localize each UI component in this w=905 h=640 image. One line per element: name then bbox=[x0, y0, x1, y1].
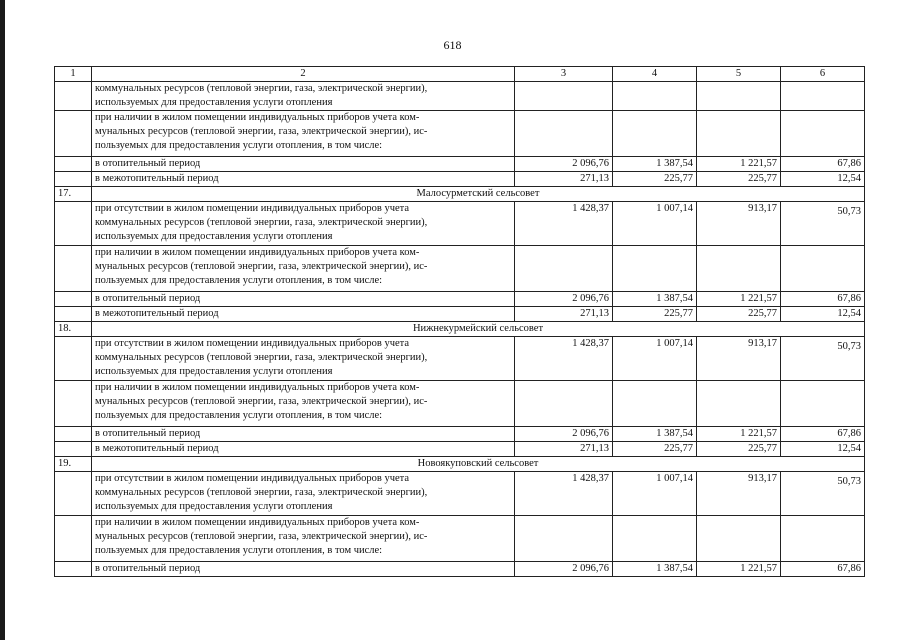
table-row bbox=[55, 442, 865, 457]
section-number: 17. bbox=[55, 187, 92, 202]
section-row bbox=[55, 457, 865, 472]
value-cell bbox=[697, 111, 781, 157]
description-cell: в отопительный период bbox=[92, 292, 515, 307]
section-number: 18. bbox=[55, 322, 92, 337]
value-cell: 1 428,37 bbox=[515, 202, 613, 246]
description-cell: в отопительный период bbox=[92, 427, 515, 442]
header-cell: 3 bbox=[515, 67, 613, 82]
description-cell: коммунальных ресурсов (тепловой энергии, газа, электрической энергии), используемых для предоставления услуги отопления bbox=[92, 82, 515, 111]
table-row bbox=[55, 472, 865, 516]
table-row bbox=[55, 427, 865, 442]
value-cell bbox=[781, 111, 865, 157]
index-cell bbox=[55, 337, 92, 381]
description-cell: в межотопительный период bbox=[92, 442, 515, 457]
value-cell: 67,86 bbox=[781, 427, 865, 442]
value-cell bbox=[515, 82, 613, 111]
value-cell: 225,77 bbox=[613, 307, 697, 322]
value-cell: 1 007,14 bbox=[613, 337, 697, 381]
value-cell: 913,17 bbox=[697, 472, 781, 516]
description-cell: в отопительный период bbox=[92, 562, 515, 577]
value-cell: 12,54 bbox=[781, 307, 865, 322]
table-row bbox=[55, 202, 865, 246]
table-row bbox=[55, 381, 865, 427]
index-cell bbox=[55, 157, 92, 172]
index-cell bbox=[55, 172, 92, 187]
index-cell bbox=[55, 111, 92, 157]
table-row bbox=[55, 157, 865, 172]
section-number: 19. bbox=[55, 457, 92, 472]
section-title: Нижнекурмейский сельсовет bbox=[92, 322, 865, 337]
value-cell: 1 387,54 bbox=[613, 292, 697, 307]
section-row bbox=[55, 322, 865, 337]
value-cell: 225,77 bbox=[613, 172, 697, 187]
table-row bbox=[55, 337, 865, 381]
header-cell: 6 bbox=[781, 67, 865, 82]
value-cell: 1 007,14 bbox=[613, 202, 697, 246]
value-cell: 2 096,76 bbox=[515, 292, 613, 307]
value-cell bbox=[697, 381, 781, 427]
value-cell: 1 387,54 bbox=[613, 157, 697, 172]
value-cell bbox=[781, 381, 865, 427]
value-cell bbox=[697, 246, 781, 292]
description-cell: при наличии в жилом помещении индивидуальных приборов учета ком- мунальных ресурсов (тепловой энергии, газа, электрической энергии), ис- пользуемых для предоставления услуги отопления, в том числе: bbox=[92, 516, 515, 562]
value-cell: 50,73 bbox=[781, 202, 865, 246]
value-cell: 2 096,76 bbox=[515, 562, 613, 577]
value-cell bbox=[697, 516, 781, 562]
table-row bbox=[55, 246, 865, 292]
value-cell: 1 221,57 bbox=[697, 562, 781, 577]
value-cell bbox=[613, 82, 697, 111]
index-cell bbox=[55, 292, 92, 307]
description-cell: в межотопительный период bbox=[92, 172, 515, 187]
value-cell: 67,86 bbox=[781, 157, 865, 172]
value-cell bbox=[515, 516, 613, 562]
value-cell bbox=[781, 246, 865, 292]
value-cell: 1 221,57 bbox=[697, 427, 781, 442]
value-cell: 225,77 bbox=[697, 307, 781, 322]
value-cell bbox=[613, 516, 697, 562]
value-cell bbox=[515, 246, 613, 292]
value-cell: 225,77 bbox=[613, 442, 697, 457]
value-cell bbox=[781, 82, 865, 111]
value-cell: 67,86 bbox=[781, 562, 865, 577]
description-cell: в отопительный период bbox=[92, 157, 515, 172]
value-cell: 2 096,76 bbox=[515, 427, 613, 442]
table-header-row bbox=[55, 67, 865, 82]
value-cell: 1 428,37 bbox=[515, 337, 613, 381]
value-cell: 50,73 bbox=[781, 337, 865, 381]
value-cell bbox=[515, 381, 613, 427]
index-cell bbox=[55, 381, 92, 427]
section-title: Малосурметский сельсовет bbox=[92, 187, 865, 202]
value-cell: 271,13 bbox=[515, 307, 613, 322]
value-cell: 913,17 bbox=[697, 337, 781, 381]
scan-edge-bar bbox=[0, 0, 5, 640]
value-cell: 67,86 bbox=[781, 292, 865, 307]
section-title: Новоякуповский сельсовет bbox=[92, 457, 865, 472]
value-cell bbox=[613, 381, 697, 427]
index-cell bbox=[55, 246, 92, 292]
section-row bbox=[55, 187, 865, 202]
value-cell bbox=[613, 111, 697, 157]
table-row bbox=[55, 307, 865, 322]
description-cell: в межотопительный период bbox=[92, 307, 515, 322]
table-row bbox=[55, 562, 865, 577]
value-cell: 1 428,37 bbox=[515, 472, 613, 516]
table-row bbox=[55, 82, 865, 111]
header-cell: 5 bbox=[697, 67, 781, 82]
value-cell: 1 007,14 bbox=[613, 472, 697, 516]
value-cell: 1 221,57 bbox=[697, 157, 781, 172]
index-cell bbox=[55, 307, 92, 322]
value-cell: 1 387,54 bbox=[613, 427, 697, 442]
value-cell: 2 096,76 bbox=[515, 157, 613, 172]
value-cell: 12,54 bbox=[781, 172, 865, 187]
value-cell: 225,77 bbox=[697, 442, 781, 457]
index-cell bbox=[55, 82, 92, 111]
page-number: 618 bbox=[443, 38, 462, 52]
description-cell: при наличии в жилом помещении индивидуальных приборов учета ком- мунальных ресурсов (тепловой энергии, газа, электрической энергии), ис- пользуемых для предоставления услуги отопления, в том числе: bbox=[92, 381, 515, 427]
index-cell bbox=[55, 472, 92, 516]
description-cell: при отсутствии в жилом помещении индивидуальных приборов учета коммунальных ресурсов (тепловой энергии, газа, электрической энергии), используемых для предоставления услуги отопления bbox=[92, 337, 515, 381]
value-cell: 50,73 bbox=[781, 472, 865, 516]
index-cell bbox=[55, 427, 92, 442]
table-row bbox=[55, 516, 865, 562]
index-cell bbox=[55, 516, 92, 562]
value-cell bbox=[613, 246, 697, 292]
description-cell: при наличии в жилом помещении индивидуальных приборов учета ком- мунальных ресурсов (тепловой энергии, газа, электрической энергии), ис- пользуемых для предоставления услуги отопления, в том числе: bbox=[92, 111, 515, 157]
table-row bbox=[55, 111, 865, 157]
value-cell: 271,13 bbox=[515, 442, 613, 457]
value-cell bbox=[515, 111, 613, 157]
value-cell: 1 221,57 bbox=[697, 292, 781, 307]
table-row bbox=[55, 292, 865, 307]
value-cell: 271,13 bbox=[515, 172, 613, 187]
tariff-table bbox=[54, 66, 865, 577]
table-row bbox=[55, 172, 865, 187]
value-cell: 913,17 bbox=[697, 202, 781, 246]
value-cell bbox=[781, 516, 865, 562]
header-cell: 2 bbox=[92, 67, 515, 82]
value-cell: 225,77 bbox=[697, 172, 781, 187]
index-cell bbox=[55, 442, 92, 457]
description-cell: при отсутствии в жилом помещении индивидуальных приборов учета коммунальных ресурсов (тепловой энергии, газа, электрической энергии), используемых для предоставления услуги отопления bbox=[92, 472, 515, 516]
description-cell: при отсутствии в жилом помещении индивидуальных приборов учета коммунальных ресурсов (тепловой энергии, газа, электрической энергии), используемых для предоставления услуги отопления bbox=[92, 202, 515, 246]
value-cell: 12,54 bbox=[781, 442, 865, 457]
index-cell bbox=[55, 562, 92, 577]
description-cell: при наличии в жилом помещении индивидуальных приборов учета ком- мунальных ресурсов (тепловой энергии, газа, электрической энергии), ис- пользуемых для предоставления услуги отопления, в том числе: bbox=[92, 246, 515, 292]
header-cell: 1 bbox=[55, 67, 92, 82]
index-cell bbox=[55, 202, 92, 246]
value-cell bbox=[697, 82, 781, 111]
header-cell: 4 bbox=[613, 67, 697, 82]
value-cell: 1 387,54 bbox=[613, 562, 697, 577]
